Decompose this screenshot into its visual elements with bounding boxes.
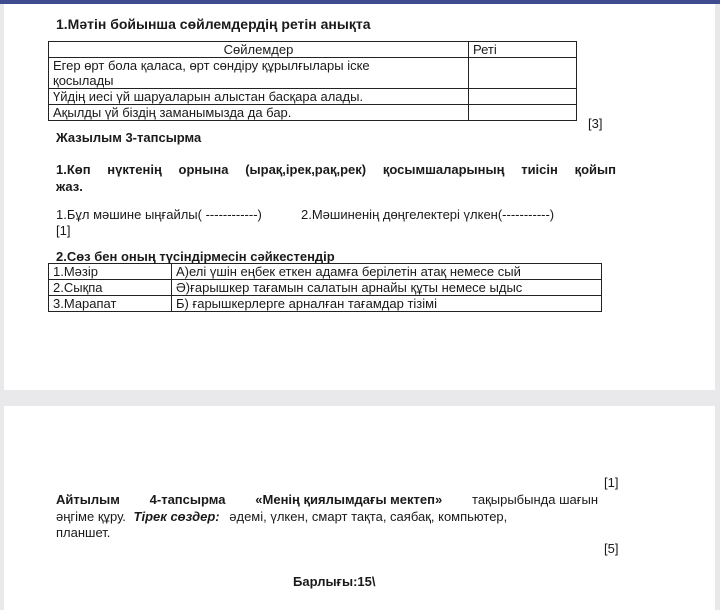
- keywords: әдемі, үлкен, смарт тақта, саябақ, компьютер,: [229, 509, 508, 524]
- speaking-line2: [56, 509, 507, 524]
- speaking-topic: «Менің қиялымдағы мектеп»: [255, 492, 443, 507]
- word-cell: 3.Марапат: [49, 296, 172, 312]
- keywords-label: Тірек сөздер:: [133, 509, 220, 524]
- section1-title: 1.Мәтін бойынша сөйлемдердің ретін анықта: [56, 16, 371, 32]
- total-score: Барлығы:15\: [293, 574, 376, 589]
- table-row: [49, 280, 602, 296]
- sentence-order-table: [48, 41, 577, 121]
- writing-heading: Жазылым 3-тапсырма: [56, 130, 202, 145]
- matching-table: [48, 263, 602, 312]
- header-order: Реті: [469, 42, 577, 58]
- word-cell: 2.Сықпа: [49, 280, 172, 296]
- speaking-score-top: [1]: [604, 475, 619, 490]
- order-cell[interactable]: [469, 58, 577, 89]
- task1-score: [1]: [56, 223, 71, 238]
- speaking-line3: планшет.: [56, 525, 111, 540]
- order-cell[interactable]: [469, 89, 577, 105]
- definition-cell: Ә)ғарышкер тағамын салатын арнайы құты немесе ыдыс: [172, 280, 602, 296]
- table-header-row: [49, 42, 577, 58]
- header-sentences: Сөйлемдер: [49, 42, 469, 58]
- task1-item-b: 2.Мәшиненің дөңгелектері үлкен(-----------): [301, 207, 555, 222]
- speaking-label: Айтылым: [56, 492, 120, 507]
- task1-item-a: 1.Бұл мәшине ыңғайлы( ------------): [56, 207, 262, 222]
- task1-line1: 1.Көп нүктенің орнына (ырақ,ірек,рақ,рек) қосымшаларының тиісін қойып: [56, 162, 616, 177]
- table-row: [49, 296, 602, 312]
- speaking-line1: [56, 492, 598, 507]
- speaking-task-no: 4-тапсырма: [149, 492, 226, 507]
- table-row: [49, 264, 602, 280]
- sentence-cell: Ақылды үй біздің заманымызда да бар.: [49, 105, 469, 121]
- section1-score: [3]: [588, 116, 603, 131]
- table-row: [49, 58, 577, 89]
- definition-cell: Б) ғарышкерлерге арналған тағамдар тізімі: [172, 296, 602, 312]
- page-2: [4, 406, 715, 610]
- sentence-text: Егер өрт бола қаласа, өрт сөндіру құрылғылары іске: [53, 58, 370, 73]
- task1-line2: жаз.: [56, 179, 83, 194]
- speaking-line1-rest: тақырыбында шағын: [472, 492, 598, 507]
- speaking-score: [5]: [604, 541, 619, 556]
- sentence-cell: Үйдің иесі үй шаруаларын алыстан басқара алады.: [49, 89, 469, 105]
- definition-cell: А)елі үшін еңбек еткен адамға берілетін атақ немесе сый: [172, 264, 602, 280]
- order-cell[interactable]: [469, 105, 577, 121]
- word-cell: 1.Мәзір: [49, 264, 172, 280]
- page-1: [4, 4, 715, 390]
- sentence-text-cont: қосылады: [53, 73, 114, 88]
- speaking-line2-start: әңгіме құру.: [56, 509, 126, 524]
- sentence-cell: [49, 58, 469, 89]
- table-row: [49, 105, 577, 121]
- table-row: [49, 89, 577, 105]
- sentence-line-justified: [53, 58, 464, 73]
- task2-title: 2.Сөз бен оның түсіндірмесін сәйкестендір: [56, 249, 335, 264]
